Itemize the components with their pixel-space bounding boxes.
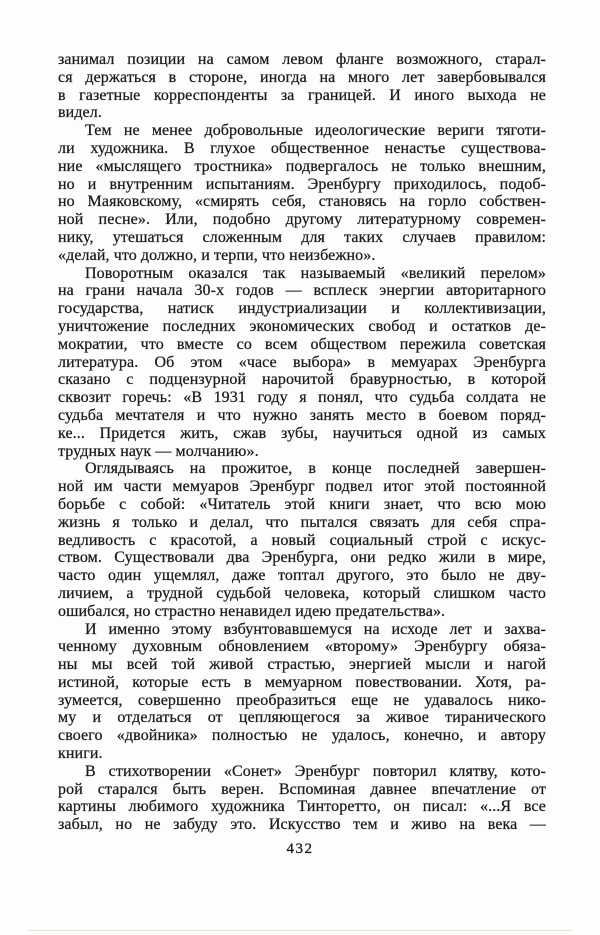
text-line: литература. Об этом «часе выбора» в мемуарах Эренбурга [58,353,546,371]
text-line: ке... Придется жить, сжав зубы, научиться одной из самых [58,424,546,442]
text-line: картины любимого художника Тинторетто, он писал: «...Я все [58,798,546,816]
text-line: сквозит горечь: «В 1931 году я понял, что судьба солдата не [58,389,546,407]
text-line: жизнь я только и делал, что пытался связать для себя спра- [58,513,546,531]
text-line: судьба мечтателя и что нужно занять место в боевом поряд- [58,406,546,424]
text-line: уничтожение последних экономических свобод и остатков де- [58,317,546,335]
text-line: ны мы всей той живой страстью, энергией мысли и нагой [58,656,546,674]
text-line: часто один ущемлял, даже топтал другого, это было не дву- [58,567,546,585]
text-line: Оглядываясь на прожитое, в конце последней завершен- [85,460,546,478]
text-line: мократии, что вместе со всем обществом пережила советская [58,335,546,353]
text-line: борьбе с собой: «Читатель этой книги знает, что всю мою [58,495,546,513]
text-line: сказано с подцензурной нарочитой бравурностью, в которой [58,371,546,389]
text-block [58,51,546,834]
text-line: И именно этому взбунтовавшемуся на исходе лет и захва- [85,620,546,638]
text-line: ством. Существовали два Эренбурга, они редко жили в мире, [58,549,546,567]
text-line: рой старался быть верен. Вспоминая давнее впечатление от [58,780,546,798]
text-line: занимал позиции на самом левом фланге возможного, старал- [58,51,546,68]
text-line: забыл, но не забуду это. Искусство тем и живо на века — [58,816,546,834]
text-line: ние «мыслящего тростника» подвергалось не только внешним, [58,157,546,175]
text-line: личием, а трудной судьбой человека, который слишком часто [58,584,546,602]
text-line: зумеется, совершенно преобразиться еще не удавалось нико- [58,691,546,709]
text-line: трудных наук — молчанию». [58,442,259,460]
text-line: ли художника. В глухое общественное ненастье существова- [58,139,546,157]
page-number: 432 [286,841,314,857]
text-line: «делай, что должно, и терпи, что неизбежно». [58,246,376,264]
text-line: государства, натиск индустриализации и коллективизации, [58,300,546,318]
text-line: книги. [58,745,103,763]
text-line: на грани начала 30-х годов — всплеск энергии авторитарного [58,282,546,300]
text-line: истиной, которые есть в мемуарном повествовании. Хотя, ра- [58,673,546,691]
text-line: в газетные корреспонденты за границей. И иного выхода не [58,86,546,104]
text-line: ошибался, но страстно ненавидел идею предательства». [58,602,446,620]
text-line: но и внутренним испытаниям. Эренбургу приходилось, подоб- [58,175,546,193]
text-line: му и отделаться от цепляющегося за живое тиранического [58,709,546,727]
text-line: Поворотным оказался так называемый «великий перелом» [85,264,546,282]
text-line: ной песне». Или, подобно другому литературному современ- [58,211,546,229]
text-line: видел. [58,104,102,122]
text-line: нику, утешаться сложенным для таких случаев правилом: [58,228,546,246]
text-line: В стихотворении «Сонет» Эренбург повторил клятву, кото- [85,762,546,780]
text-line: ченному духовным обновлением «второму» Эренбургу обяза- [58,638,546,656]
page-edge-line [28,930,572,931]
text-line: ся держаться в стороне, иногда на много лет завербовывался [58,68,546,86]
text-line: своего «двойника» полностью не удалось, конечно, и автору [58,727,546,745]
text-line: но Маяковскому, «смирять себя, становясь на горло собствен- [58,193,546,211]
text-line: Тем не менее добровольные идеологические вериги тяготи- [85,122,546,140]
text-line: ной им части мемуаров Эренбург подвел итог этой постоянной [58,478,546,496]
text-line: ведливость с красотой, а новый социальный строй с искус- [58,531,546,549]
